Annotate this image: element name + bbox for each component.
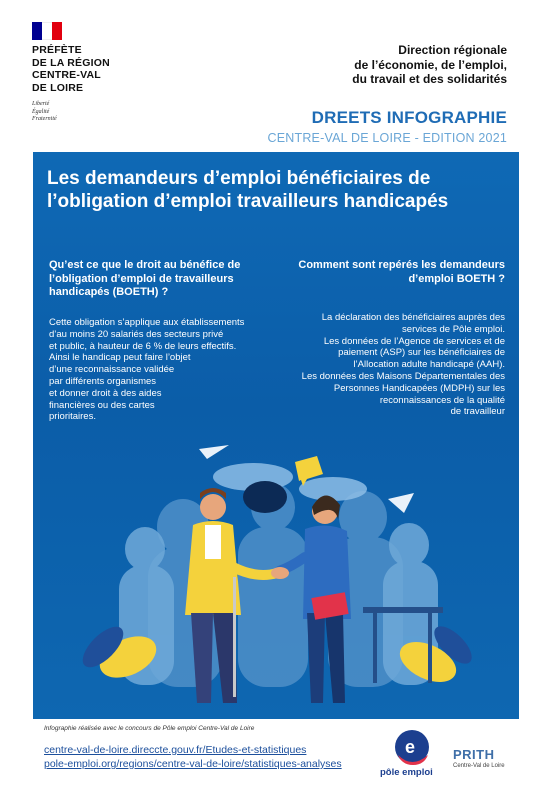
pole-emploi-link[interactable]: pole-emploi.org/regions/centre-val-de-loire/statistiques-analyses — [44, 758, 342, 770]
flag-icon — [32, 22, 62, 40]
direction-title: Direction régionale de l’économie, de l’emploi, du travail et des solidarités — [352, 43, 507, 86]
answer-left: Cette obligation s’applique aux établissements d’au moins 20 salariés des secteurs privé et public, à hauteur de 6 % de leurs effectifs. Ainsi le handicap peut faire l’objet d’une reconnaissance validée par différents organismes et donner droit à des aides financières ou des cartes prioritaires. — [49, 317, 245, 423]
prith-logo-text: PRITH — [453, 747, 495, 762]
paper-plane-icon — [199, 445, 229, 459]
credit-note: Infographie réalisée avec le concours de Pôle emploi Centre-Val de Loire — [44, 725, 255, 732]
paper-plane-icon — [388, 493, 414, 513]
dreets-infographie-title: DREETS INFOGRAPHIE — [311, 108, 507, 127]
answer-right: La déclaration des bénéficiaires auprès des services de Pôle emploi. Les données de l’Agence de services et de paiement (ASP) sur les bénéficiaires de l’Allocation adulte handicapé (AAH). Les données des Maisons Départementales des Personnes Handicapées (MDPH) sur les reconnaissances de la qualité de travailleur — [301, 312, 505, 418]
pole-emploi-name: pôle emploi — [380, 767, 433, 778]
direccte-link[interactable]: centre-val-de-loire.direccte.gouv.fr/Etudes-et-statistiques — [44, 744, 307, 756]
question-right: Comment sont repérés les demandeurs d’emploi BOETH ? — [298, 259, 505, 285]
prith-subtitle: Centre-Val de Loire — [453, 763, 505, 769]
panel-title: Les demandeurs d’emploi bénéficiaires de l’obligation d’emploi travailleurs handicapés — [47, 168, 449, 212]
handshake-illustration — [33, 437, 519, 719]
edition-subtitle: CENTRE-VAL DE LOIRE - EDITION 2021 — [267, 131, 507, 145]
government-motto: Liberté Égalité Fraternité — [32, 101, 57, 122]
government-name: PRÉFÈTE DE LA RÉGION CENTRE-VAL DE LOIRE — [32, 44, 110, 94]
svg-text:e: e — [405, 737, 416, 757]
question-left: Qu’est ce que le droit au bénéfice de l’obligation d’emploi de travailleurs handicapés (BOETH) ? — [49, 259, 241, 298]
main-panel — [33, 152, 519, 719]
